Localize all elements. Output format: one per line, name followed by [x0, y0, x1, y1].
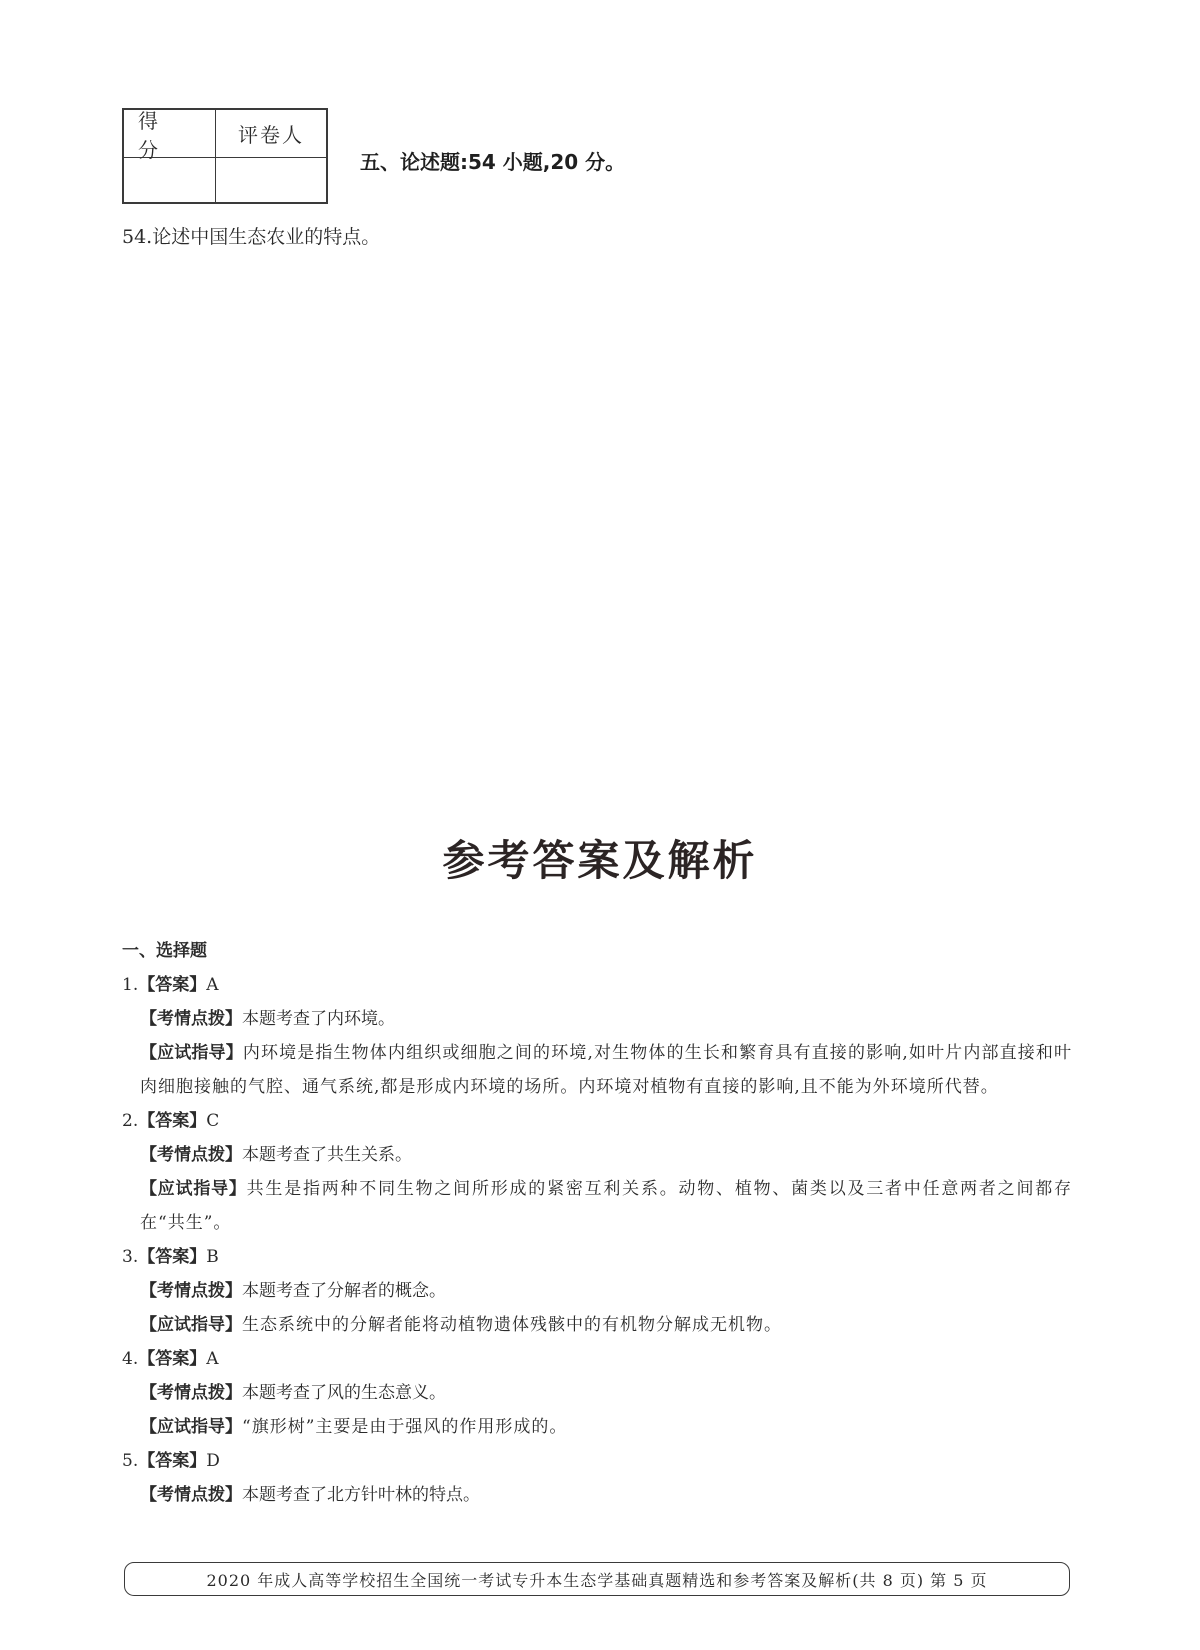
point-line	[122, 1376, 1072, 1410]
answer-tag: 【答案】	[138, 1349, 207, 1369]
point-tag: 【考情点拨】	[140, 1281, 242, 1301]
item-number: 2.	[122, 1111, 139, 1131]
answers-heading: 参考答案及解析	[442, 836, 758, 885]
question-54: 54.论述中国生态农业的特点。	[122, 226, 381, 248]
section-title: 五、论述题:54 小题,20 分。	[360, 150, 626, 174]
answer-tag: 【答案】	[138, 1247, 207, 1267]
answer-tag: 【答案】	[138, 1451, 207, 1471]
answer-letter: D	[206, 1451, 220, 1471]
point-tag: 【考情点拨】	[140, 1383, 242, 1403]
answer-line	[122, 1104, 1072, 1138]
item-number: 3.	[122, 1247, 139, 1267]
guide-tag: 【应试指导】	[140, 1043, 243, 1063]
answer-letter: B	[206, 1247, 219, 1267]
point-text: 本题考查了内环境。	[242, 1009, 395, 1029]
guide-paragraph	[122, 1036, 1072, 1104]
point-line	[122, 1002, 1072, 1036]
choice-section-title: 一、选择题	[122, 941, 207, 961]
guide-tag: 【应试指导】	[140, 1417, 242, 1437]
point-text: 本题考查了北方针叶林的特点。	[242, 1485, 480, 1505]
answer-letter: C	[206, 1111, 220, 1131]
point-tag: 【考情点拨】	[140, 1009, 242, 1029]
guide-paragraph	[122, 1410, 1072, 1444]
answer-line	[122, 1342, 1072, 1376]
answer-line	[122, 968, 1072, 1002]
grader-header: 评卷人	[216, 110, 326, 158]
answer-tag: 【答案】	[138, 1111, 207, 1131]
point-text: 本题考查了分解者的概念。	[242, 1281, 446, 1301]
guide-text: 生态系统中的分解者能将动植物遗体残骸中的有机物分解成无机物。	[242, 1315, 782, 1335]
guide-text: 共生是指两种不同生物之间所形成的紧密互利关系。动物、植物、菌类以及三者中任意两者之间都存在“共生”。	[140, 1179, 1073, 1233]
answers-content	[122, 934, 1072, 1512]
point-tag: 【考情点拨】	[140, 1145, 242, 1165]
score-table	[122, 108, 328, 204]
grader-cell	[216, 158, 326, 202]
answer-line	[122, 1240, 1072, 1274]
item-number: 5.	[122, 1451, 139, 1471]
score-header: 得 分	[124, 110, 216, 158]
point-line	[122, 1138, 1072, 1172]
item-number: 1.	[122, 975, 139, 995]
answer-letter: A	[206, 1349, 219, 1369]
point-line	[122, 1478, 1072, 1512]
answer-line	[122, 1444, 1072, 1478]
guide-paragraph	[122, 1172, 1072, 1240]
point-text: 本题考查了共生关系。	[242, 1145, 412, 1165]
guide-tag: 【应试指导】	[140, 1179, 247, 1199]
guide-tag: 【应试指导】	[140, 1315, 242, 1335]
item-number: 4.	[122, 1349, 139, 1369]
guide-text: 内环境是指生物体内组织或细胞之间的环境,对生物体的生长和繁育具有直接的影响,如叶片内部直接和叶肉细胞接触的气腔、通气系统,都是形成内环境的场所。内环境对植物有直接的影响,且不能为外环境所代替。	[140, 1043, 1073, 1097]
point-line	[122, 1274, 1072, 1308]
guide-text: “旗形树”主要是由于强风的作用形成的。	[242, 1417, 568, 1437]
point-tag: 【考情点拨】	[140, 1485, 242, 1505]
guide-paragraph	[122, 1308, 1072, 1342]
score-cell	[124, 158, 216, 202]
page-footer: 2020 年成人高等学校招生全国统一考试专升本生态学基础真题精选和参考答案及解析(共 8 页) 第 5 页	[124, 1562, 1070, 1596]
answer-tag: 【答案】	[138, 975, 207, 995]
point-text: 本题考查了风的生态意义。	[242, 1383, 446, 1403]
answer-letter: A	[206, 975, 219, 995]
